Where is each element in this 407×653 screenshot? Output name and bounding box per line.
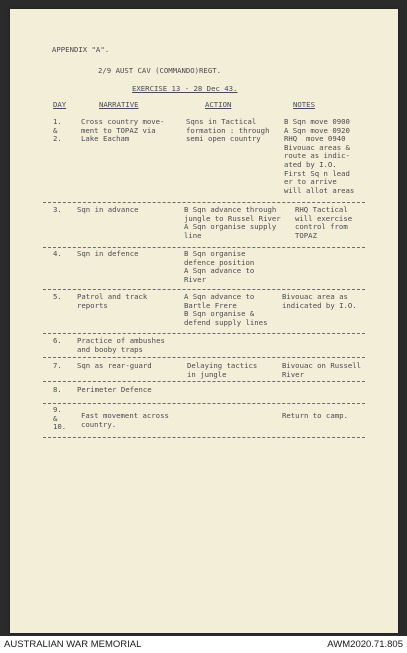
row-divider: [43, 437, 365, 438]
column-header-action: ACTION: [205, 100, 232, 109]
table-row-day: 6.: [53, 336, 62, 345]
table-row-day: 9. & 10.: [53, 405, 67, 432]
column-header-day: DAY: [53, 100, 67, 109]
table-row-narrative: Sqn in defence: [77, 249, 139, 258]
table-row-narrative: Cross country move- ment to TOPAZ via Lake Eacham: [81, 117, 165, 144]
table-row-notes: RHQ Tactical will exercise control from TOPAZ: [295, 205, 353, 240]
footer-accession-number: AWM2020.71.805: [327, 639, 403, 650]
table-row-notes: Return to camp.: [282, 411, 348, 420]
table-row-action: Sqns in Tactical formation : through semi open country: [186, 117, 270, 144]
row-divider: [43, 289, 365, 290]
table-row-narrative: Sqn in advance: [77, 205, 139, 214]
table-row-day: 1. & 2.: [53, 117, 62, 144]
table-row-day: 8.: [53, 385, 62, 394]
footer-bar: [0, 636, 407, 653]
table-row-day: 4.: [53, 249, 62, 258]
footer-credit: AUSTRALIAN WAR MEMORIAL: [4, 639, 142, 650]
column-header-notes: NOTES: [293, 100, 315, 109]
row-divider: [43, 357, 365, 358]
row-divider: [43, 202, 365, 203]
row-divider: [43, 403, 365, 404]
row-divider: [43, 247, 365, 248]
row-divider: [43, 381, 365, 382]
table-row-narrative: Perimeter Defence: [77, 385, 152, 394]
table-row-day: 5.: [53, 292, 62, 301]
table-row-narrative: Sqn as rear-guard: [77, 361, 152, 370]
unit-heading: 2/9 AUST CAV (COMMANDO)REGT.: [98, 66, 222, 75]
table-row-day: 3.: [53, 205, 62, 214]
table-row-day: 7.: [53, 361, 62, 370]
table-row-notes: B Sqn move 0900 A Sqn move 0920 RHQ move 0940 Bivouac areas & route as indic- ated by I.O. First Sq n lead er to arrive will allot areas: [284, 117, 355, 195]
appendix-heading: APPENDIX "A".: [52, 45, 110, 54]
column-header-narrative: NARRATIVE: [99, 100, 139, 109]
table-row-narrative: Fast movement across country.: [81, 411, 169, 429]
table-row-action: B Sqn advance through jungle to Russel River A Sqn organise supply line: [184, 205, 281, 240]
table-row-action: Delaying tactics in jungle: [187, 361, 258, 379]
table-row-narrative: Practice of ambushes and booby traps: [77, 336, 165, 354]
exercise-heading: EXERCISE 13 - 28 Dec 43.: [132, 84, 238, 93]
row-divider: [43, 333, 365, 334]
table-row-action: B Sqn organise defence position A Sqn advance to River: [184, 249, 255, 284]
table-row-notes: Bivouac area as indicated by I.O.: [282, 292, 357, 310]
table-row-narrative: Patrol and track reports: [77, 292, 148, 310]
table-row-action: A Sqn advance to Bartle Frere B Sqn organise & defend supply lines: [184, 292, 268, 327]
table-row-notes: Bivouac on Russell River: [282, 361, 362, 379]
